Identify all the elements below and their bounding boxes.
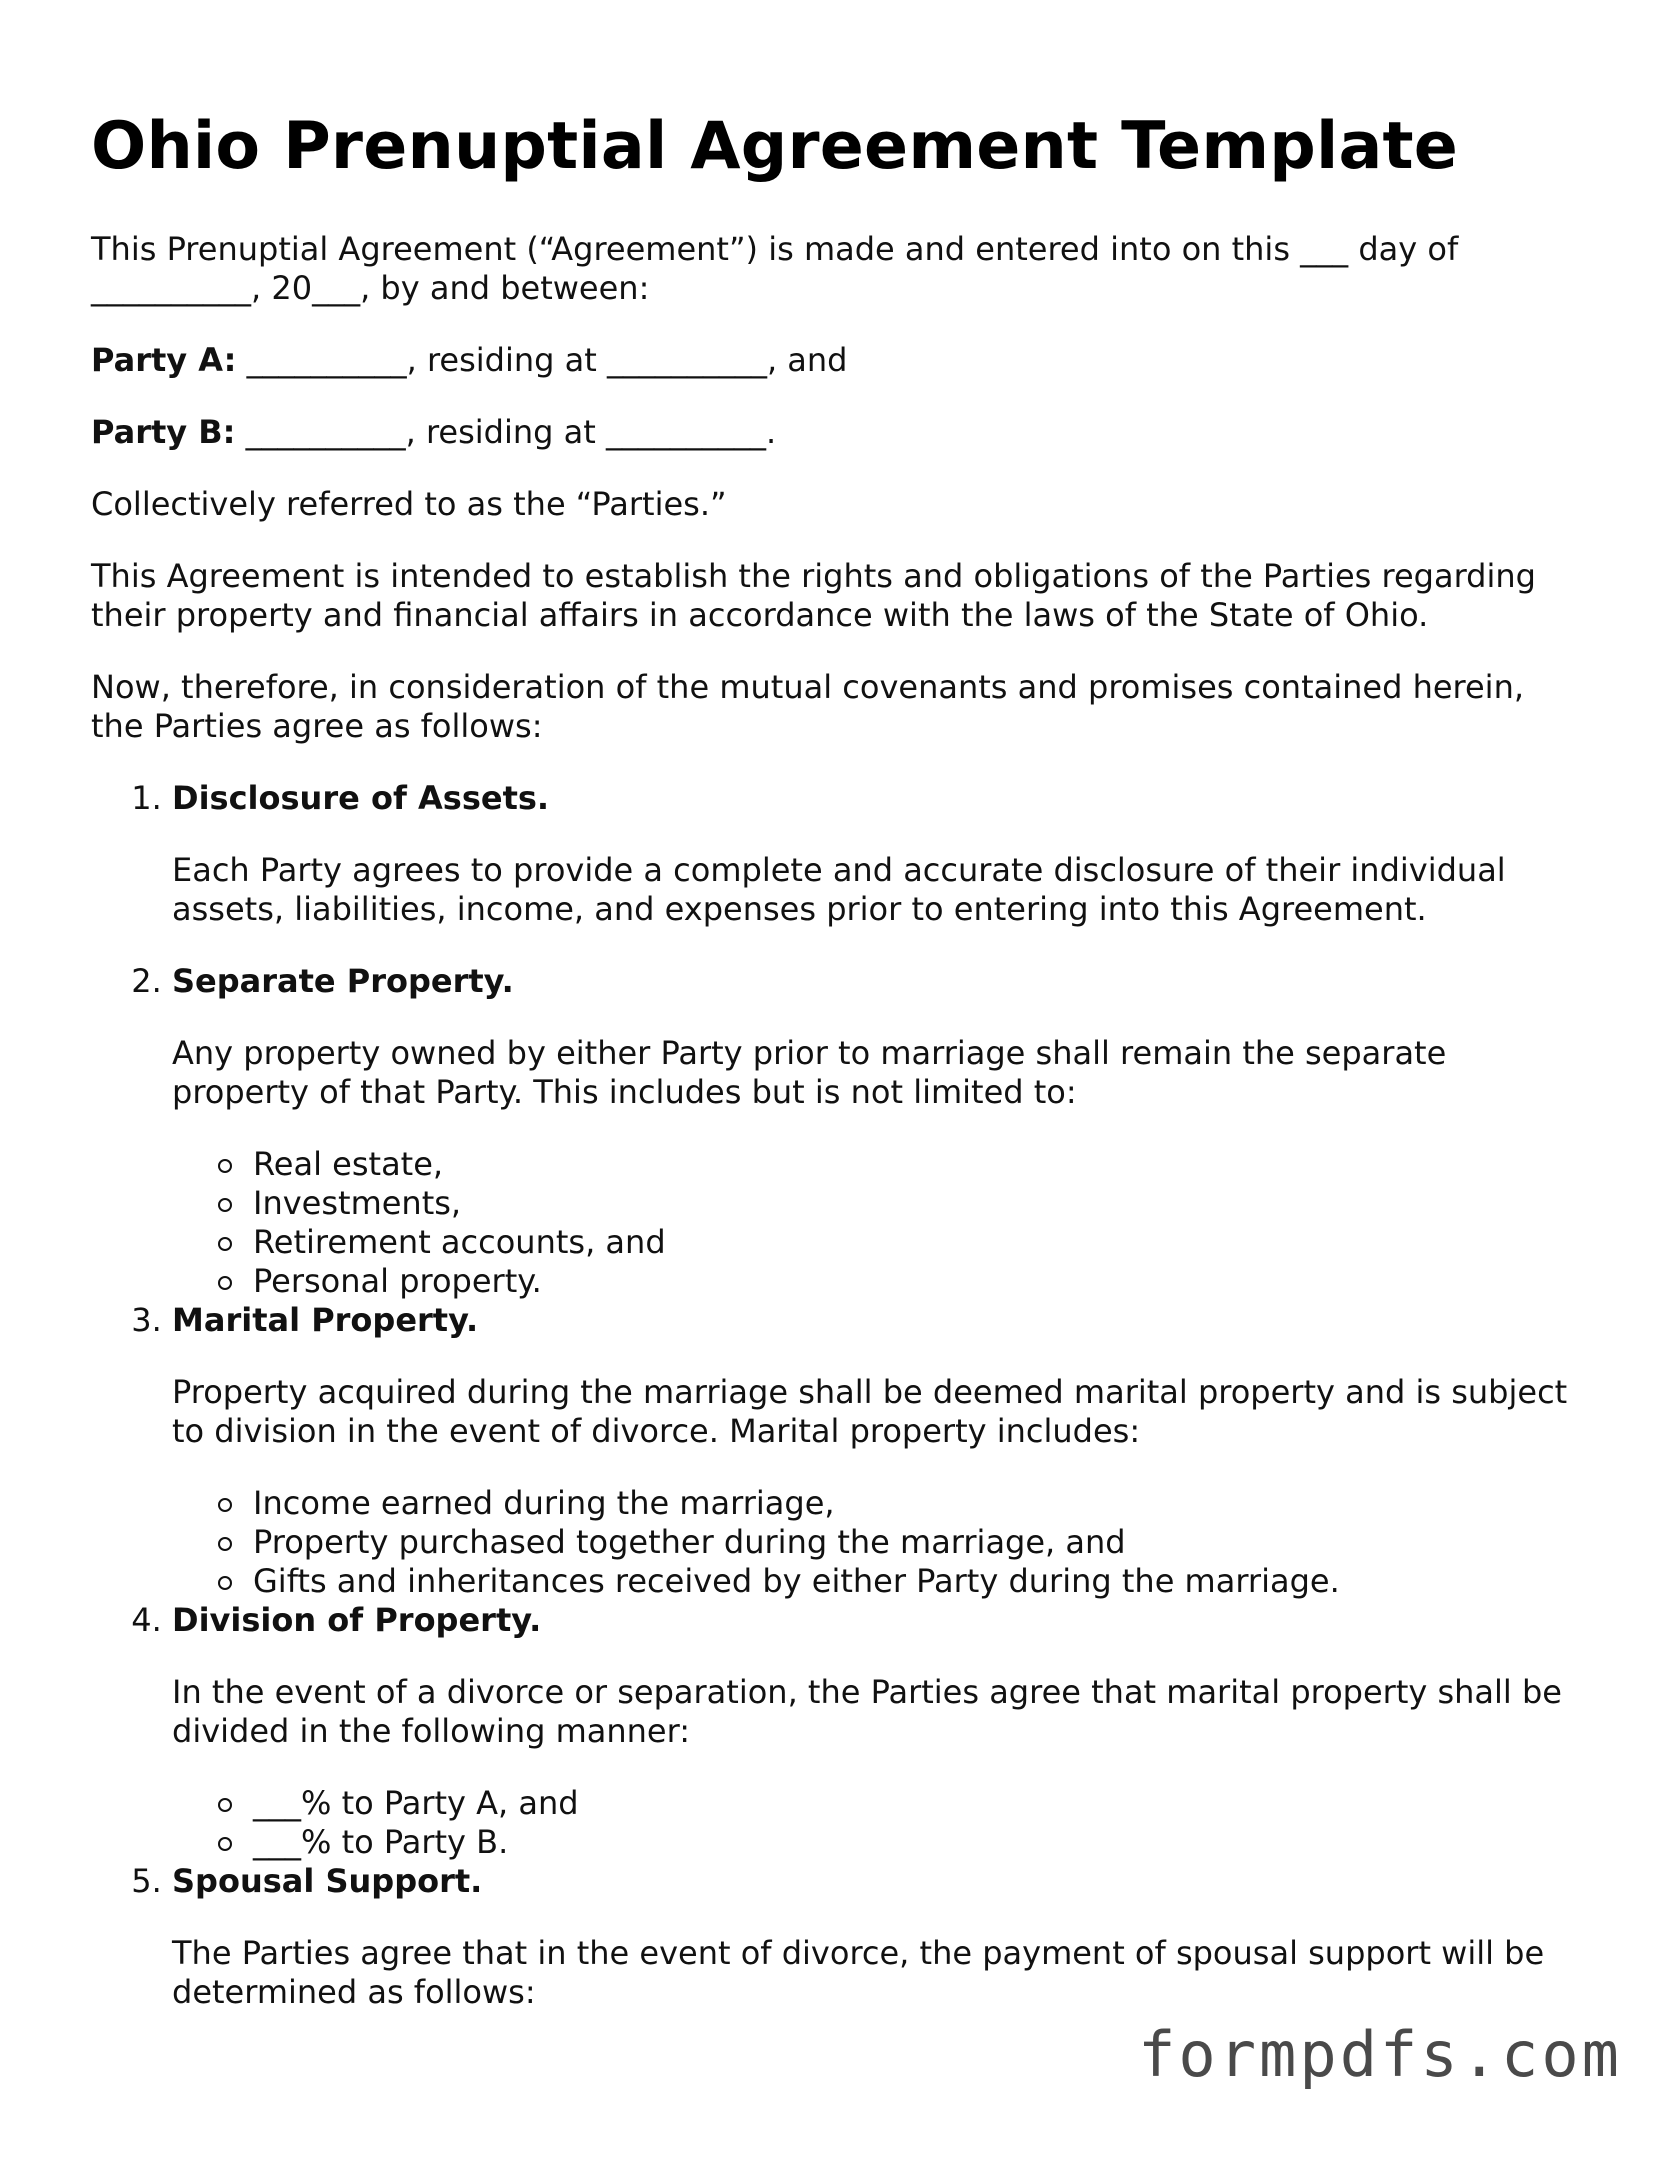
section-body: Any property owned by either Party prior to marriage shall remain the separate property of that Party. This includes but is not limited to: bbox=[172, 1034, 1447, 1111]
document-page bbox=[91, 108, 1581, 2045]
list-item: Gifts and inheritances received by either Party during the marriage. bbox=[253, 1562, 1581, 1601]
consideration-paragraph: Now, therefore, in consideration of the mutual covenants and promises contained herein, the Parties agree as follows: bbox=[91, 668, 1525, 745]
section-sublist bbox=[172, 1484, 1581, 1601]
section-item bbox=[172, 1601, 1581, 1862]
watermark: formpdfs.com bbox=[1138, 2018, 1622, 2091]
section-title: 1. Disclosure of Assets. bbox=[172, 779, 550, 817]
page-title: Ohio Prenuptial Agreement Template bbox=[91, 109, 1459, 184]
section-item bbox=[172, 1301, 1581, 1601]
section-item bbox=[172, 962, 1581, 1301]
list-item: Personal property. bbox=[253, 1262, 1581, 1301]
section-title: 4. Division of Property. bbox=[172, 1601, 542, 1639]
party-a-label: Party A: bbox=[91, 341, 237, 379]
purpose-paragraph: This Agreement is intended to establish the rights and obligations of the Parties regarding their property and financial affairs in accordance with the laws of the State of Ohio. bbox=[91, 557, 1536, 634]
section-item bbox=[172, 1862, 1581, 2012]
section-title: 3. Marital Property. bbox=[172, 1301, 479, 1339]
list-item: Income earned during the marriage, bbox=[253, 1484, 1581, 1523]
section-sublist bbox=[172, 1145, 1581, 1301]
party-a-line bbox=[91, 341, 1581, 380]
section-body: Each Party agrees to provide a complete and accurate disclosure of their individual assets, liabilities, income, and expenses prior to entering into this Agreement. bbox=[172, 851, 1506, 928]
sections-list bbox=[91, 779, 1581, 2012]
section-body: The Parties agree that in the event of divorce, the payment of spousal support will be determined as follows: bbox=[172, 1934, 1545, 2011]
list-item: ___% to Party B. bbox=[253, 1823, 1581, 1862]
party-b-line bbox=[91, 413, 1581, 452]
section-body: Property acquired during the marriage shall be deemed marital property and is subject to division in the event of divorce. Marital property includes: bbox=[172, 1373, 1568, 1450]
list-item: Retirement accounts, and bbox=[253, 1223, 1581, 1262]
section-title: 5. Spousal Support. bbox=[172, 1862, 483, 1900]
section-body: In the event of a divorce or separation, the Parties agree that marital property shall be divided in the following manner: bbox=[172, 1673, 1562, 1750]
party-a-text: __________, residing at __________, and bbox=[236, 341, 848, 379]
list-item: Property purchased together during the marriage, and bbox=[253, 1523, 1581, 1562]
list-item: Real estate, bbox=[253, 1145, 1581, 1184]
section-title: 2. Separate Property. bbox=[172, 962, 514, 1000]
party-b-text: __________, residing at __________. bbox=[235, 413, 777, 451]
collective-paragraph: Collectively referred to as the “Parties.” bbox=[91, 485, 727, 523]
party-b-label: Party B: bbox=[91, 413, 236, 451]
list-item: ___% to Party A, and bbox=[253, 1784, 1581, 1823]
section-item bbox=[172, 779, 1581, 929]
section-sublist bbox=[172, 1784, 1581, 1862]
intro-paragraph: This Prenuptial Agreement (“Agreement”) is made and entered into on this ___ day of __________, 20___, by and between: bbox=[91, 230, 1459, 307]
list-item: Investments, bbox=[253, 1184, 1581, 1223]
